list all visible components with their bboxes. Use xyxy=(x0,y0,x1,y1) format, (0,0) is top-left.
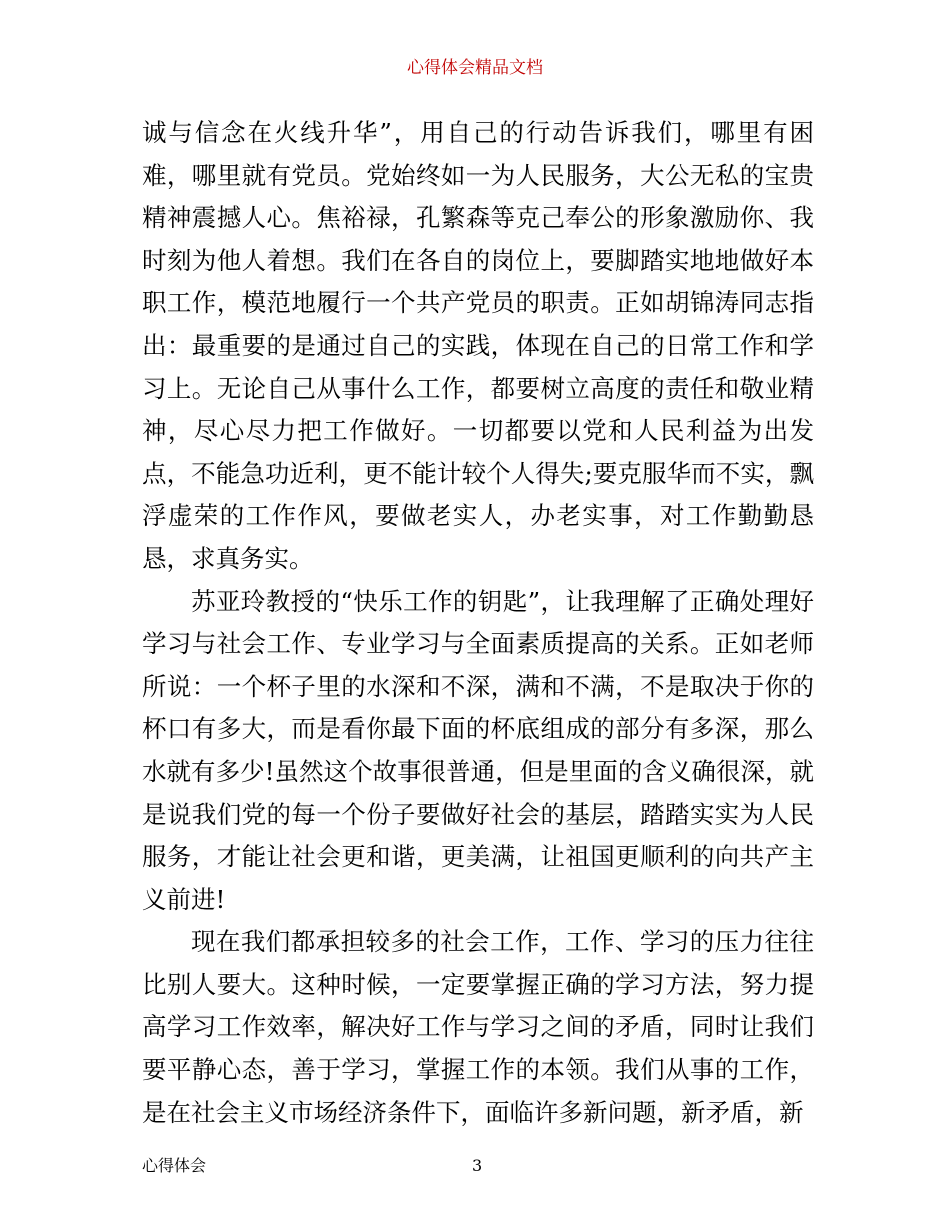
page-header: 心得体会精品文档 xyxy=(407,58,543,78)
body-paragraph: 苏亚玲教授的“快乐工作的钥匙”，让我理解了正确处理好学习与社会工作、专业学习与全面素质提高的关系。正如老师所说：一个杯子里的水深和不深，满和不满，不是取决于你的杯口有多大，而是看你最下面的杯底组成的部分有多深，那么水就有多少!虽然这个故事很普通，但是里面的含义确很深，就是说我们党的每一个份子要做好社会的基层，踏踏实实为人民服务，才能让社会更和谐，更美满，让祖国更顺利的向共产主义前进! xyxy=(142,586,814,914)
document-body xyxy=(142,112,814,1134)
body-paragraph: 诚与信念在火线升华”，用自己的行动告诉我们，哪里有困难，哪里就有党员。党始终如一为人民服务，大公无私的宝贵精神震撼人心。焦裕禄，孔繁森等克己奉公的形象激励你、我时刻为他人着想。我们在各自的岗位上，要脚踏实地地做好本职工作，模范地履行一个共产党员的职责。正如胡锦涛同志指出：最重要的是通过自己的实践，体现在自己的日常工作和学习上。无论自己从事什么工作，都要树立高度的责任和敬业精神，尽心尽力把工作做好。一切都要以党和人民利益为出发点，不能急功近利，更不能计较个人得失;要克服华而不实，飘浮虚荣的工作作风，要做老实人，办老实事，对工作勤勤恳恳，求真务实。 xyxy=(142,118,814,573)
body-paragraph: 现在我们都承担较多的社会工作，工作、学习的压力往往比别人要大。这种时候，一定要掌握正确的学习方法，努力提高学习工作效率，解决好工作与学习之间的矛盾，同时让我们要平静心态，善于学习，掌握工作的本领。我们从事的工作，是在社会主义市场经济条件下，面临许多新问题，新矛盾，新 xyxy=(142,927,814,1127)
footer-label: 心得体会 xyxy=(142,1156,207,1175)
page-footer xyxy=(142,1154,814,1178)
page-number: 3 xyxy=(472,1156,483,1175)
